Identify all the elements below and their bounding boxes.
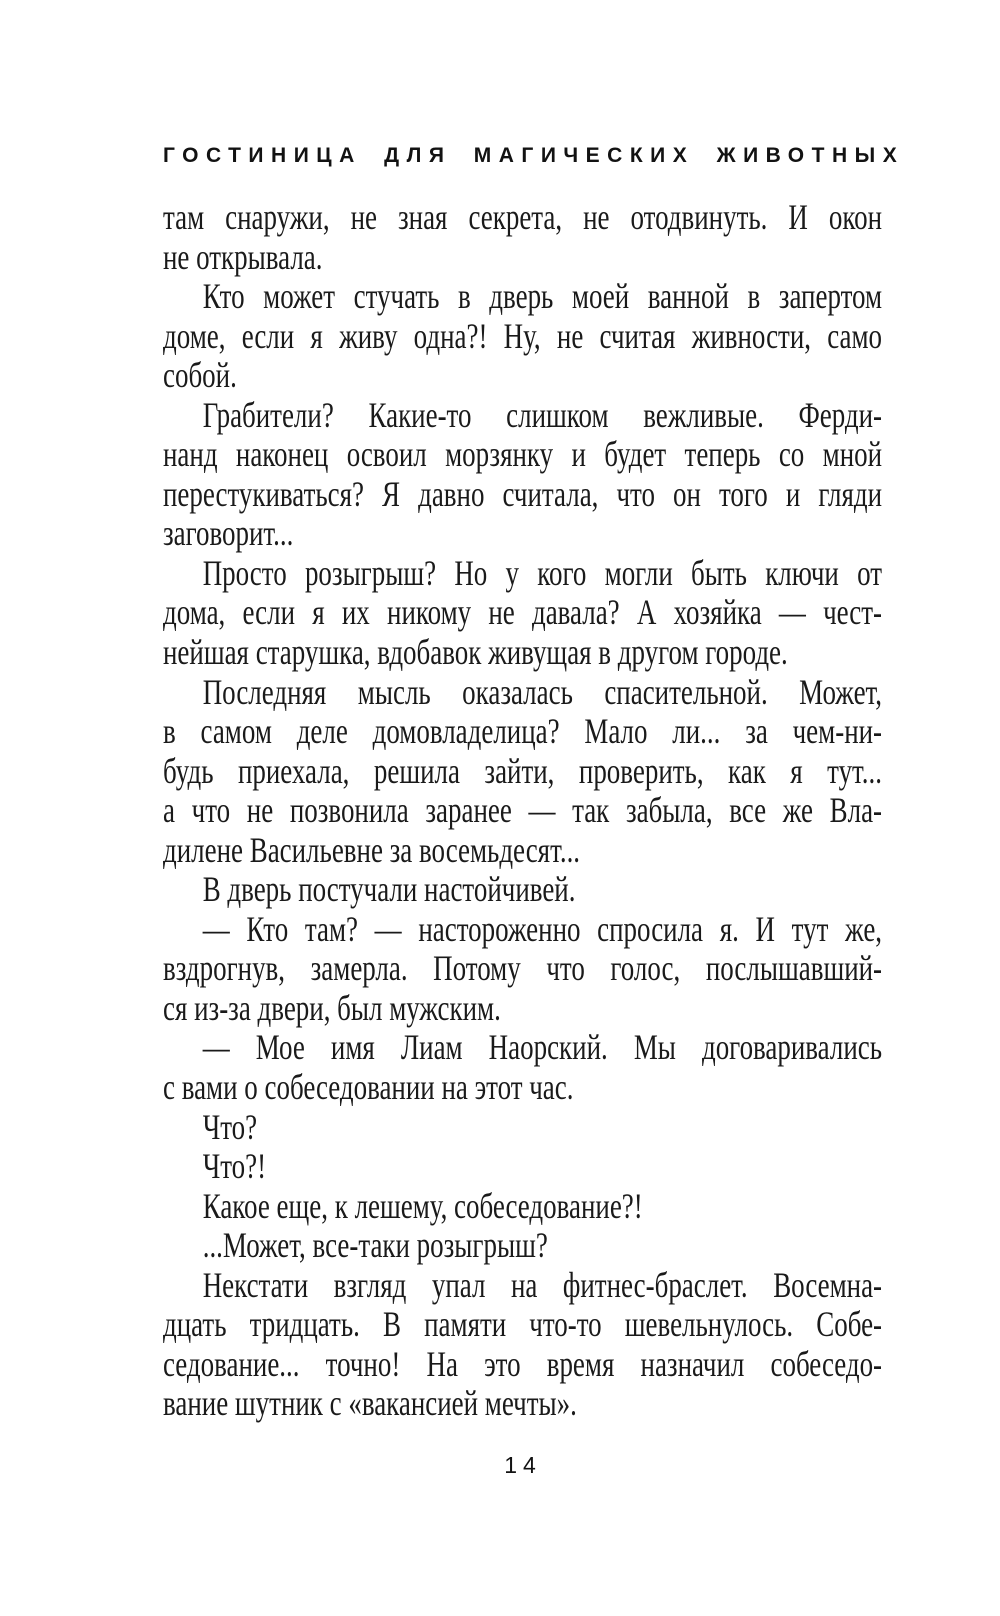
text-line: Какое еще, к лешему, собеседование?!: [202, 1185, 643, 1226]
text-line: в самом деле домовладелица? Мало ли... за чем-ни-: [163, 711, 883, 752]
text-line: ...Может, все-таки розыгрыш?: [202, 1225, 548, 1266]
text-line: В дверь постучали настойчивей.: [202, 869, 576, 910]
text-line: седование... точно! На это время назначил собеседо-: [163, 1343, 883, 1384]
page-number: 14: [504, 1452, 542, 1478]
text-line: перестукиваться? Я давно считала, что он того и гляди: [163, 473, 883, 514]
text-line: — Мое имя Лиам Наорский. Мы договаривались: [202, 1027, 883, 1068]
text-line: Просто розыгрыш? Но у кого могли быть ключи от: [202, 552, 883, 593]
text-line: дилене Васильевне за восемьдесят...: [163, 829, 581, 870]
text-line: доме, если я живу одна?! Ну, не считая живности, само: [163, 315, 883, 356]
text-line: Кто может стучать в дверь моей ванной в запертом: [202, 276, 883, 317]
text-line: Грабители? Какие-то слишком вежливые. Ферди-: [202, 394, 883, 435]
text-line: Что?: [202, 1106, 258, 1147]
text-line: собой.: [163, 355, 237, 396]
text-line: а что не позвонила заранее — так забыла, все же Вла-: [163, 790, 883, 831]
text-line: Некстати взгляд упал на фитнес-браслет. Восемна-: [202, 1264, 883, 1305]
text-line: — Кто там? — настороженно спросила я. И тут же,: [202, 908, 883, 949]
text-line: с вами о собеседовании на этот час.: [163, 1067, 574, 1108]
text-line: там снаружи, не зная секрета, не отодвинуть. И окон: [163, 197, 883, 237]
text-line: нанд наконец освоил морзянку и будет теперь со мной: [163, 434, 883, 475]
text-line: Что?!: [202, 1146, 267, 1187]
text-line: заговорит...: [163, 513, 294, 554]
text-line: дцать тридцать. В памяти что-то шевельнулось. Собе-: [163, 1304, 883, 1345]
text-line: будь приехала, решила зайти, проверить, как я тут...: [163, 750, 883, 791]
text-line: вание шутник с «вакансией мечты».: [163, 1383, 577, 1424]
body-text: [163, 198, 882, 1424]
running-header: ГОСТИНИЦА ДЛЯ МАГИЧЕСКИХ ЖИВОТНЫХ: [163, 144, 905, 167]
text-line: ся из-за двери, был мужским.: [163, 987, 501, 1028]
text-line: не открывала.: [163, 236, 323, 277]
text-line: вздрогнув, замерла. Потому что голос, послышавший-: [163, 948, 883, 989]
text-line: нейшая старушка, вдобавок живущая в другом городе.: [163, 632, 788, 673]
text-line: Последняя мысль оказалась спасительной. Может,: [202, 671, 883, 712]
text-line: дома, если я их никому не давала? А хозяйка — чест-: [163, 592, 883, 633]
